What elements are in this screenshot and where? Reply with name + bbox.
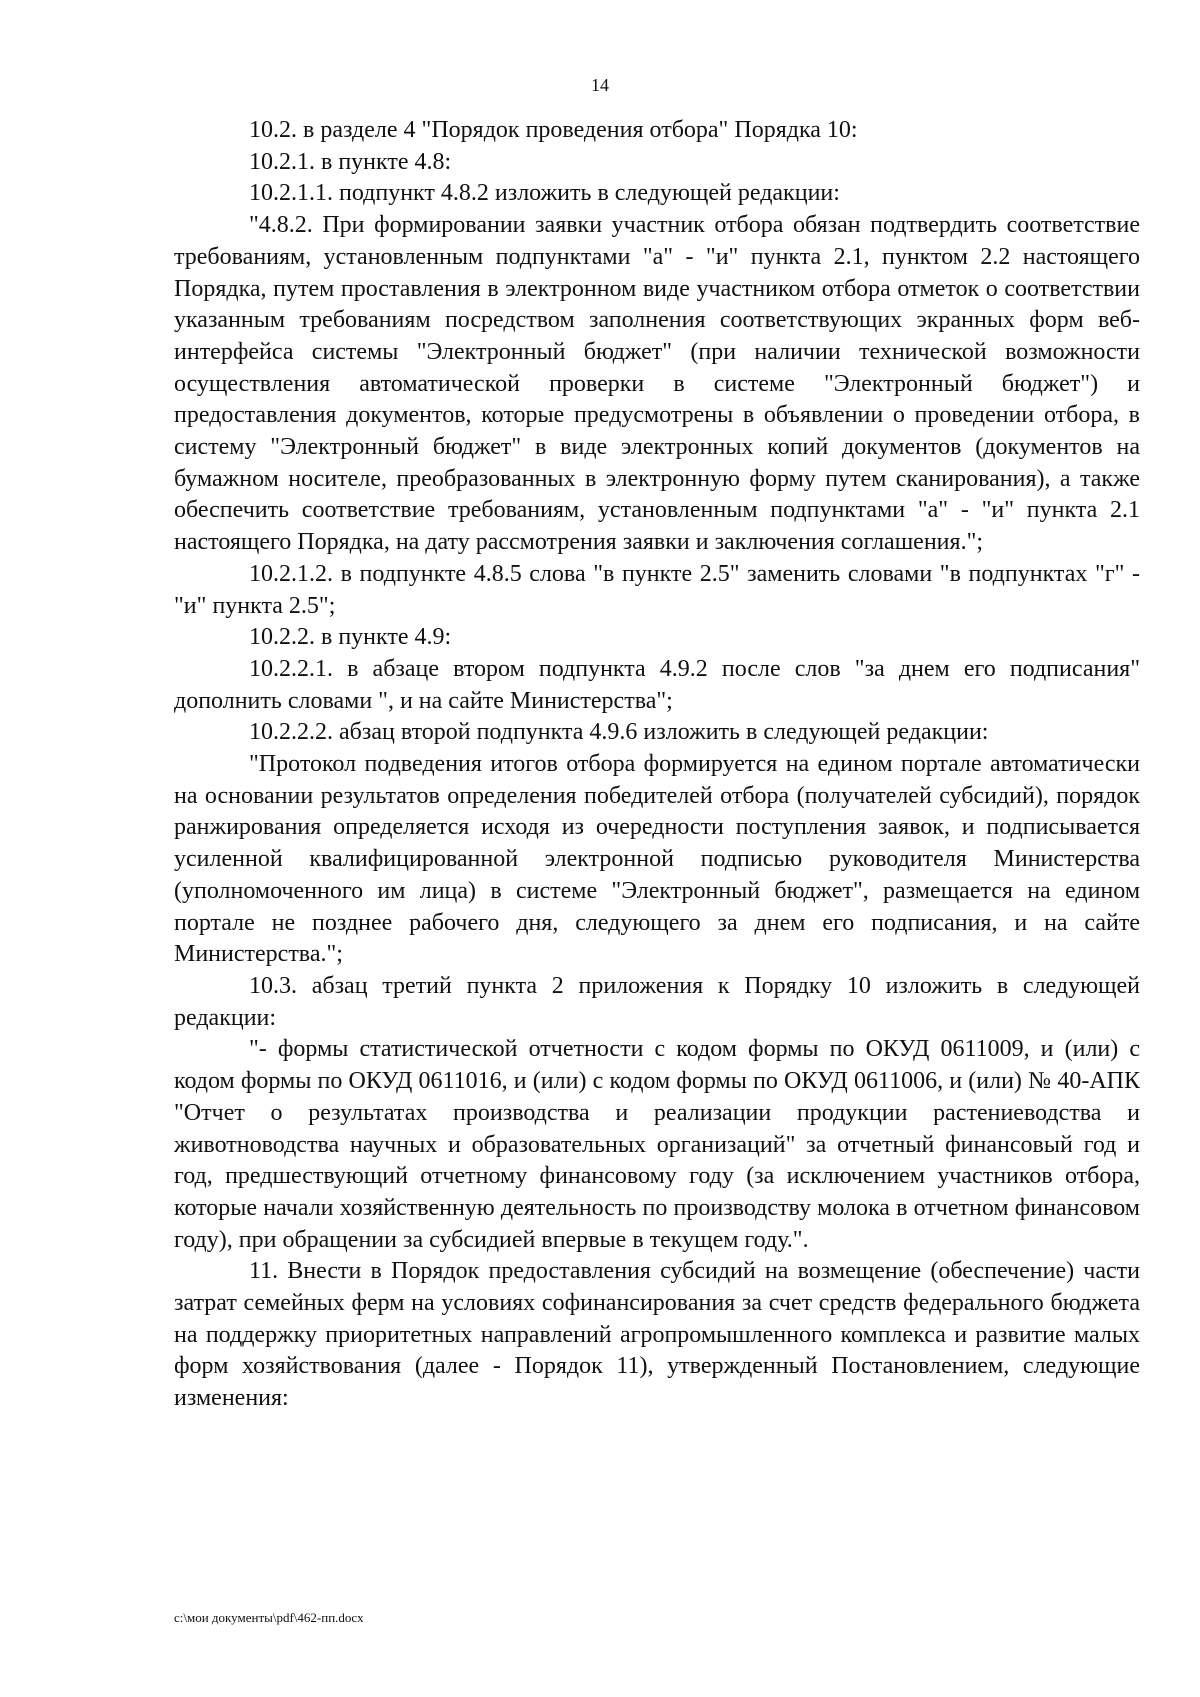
paragraph-10-2-1: 10.2.1. в пункте 4.8: — [249, 148, 452, 175]
paragraph-10-2-2-2: 10.2.2.2. абзац второй подпункта 4.9.6 изложить в следующей редакции: — [249, 719, 989, 746]
paragraph-statistics-quote: "- формы статистической отчетности с кодом формы по ОКУД 0611009, и (или) с кодом формы по ОКУД 0611016, и (или) с кодом формы по ОКУД 0611006, и (или) № 40-АПК "Отчет о результатах производства и реализации продукции растениеводства и животноводства научных и образовательных организаций" за отчетный финансовый год и год, предшествующий отчетному финансовому году (за исключением участников отбора, которые начали хозяйственную деятельность по производству молока в отчетном финансовом году), при обращении за субсидией впервые в текущем году.". — [174, 1036, 1140, 1253]
paragraph-10-3: 10.3. абзац третий пункта 2 приложения к Порядку 10 изложить в следующей редакции: — [174, 972, 1140, 1031]
paragraph-10-2-2: 10.2.2. в пункте 4.9: — [249, 624, 452, 651]
document-body — [174, 115, 1140, 1415]
paragraph-10-2-2-1: 10.2.2.1. в абзаце втором подпункта 4.9.2 после слов "за днем его подписания" дополнить словами ", и на сайте Министерства"; — [174, 655, 1140, 714]
paragraph-10-2-1-1: 10.2.1.1. подпункт 4.8.2 изложить в следующей редакции: — [249, 180, 840, 207]
footer-file-path: c:\мои документы\pdf\462-пп.docx — [174, 1610, 364, 1625]
paragraph-protocol-quote: "Протокол подведения итогов отбора формируется на едином портале автоматически на основании результатов определения победителей отбора (получателей субсидий), порядок ранжирования определяется исходя из очередности поступления заявок, и подписывается усиленной квалифицированной электронной подписью руководителя Министерства (уполномоченного им лица) в системе "Электронный бюджет", размещается на едином портале не позднее рабочего дня, следующего за днем его подписания, и на сайте Министерства."; — [174, 751, 1140, 968]
paragraph-11: 11. Внести в Порядок предоставления субсидий на возмещение (обеспечение) части затрат семейных ферм на условиях софинансирования за счет средств федерального бюджета на поддержку приоритетных направлений агропромышленного комплекса и развитие малых форм хозяйствования (далее - Порядок 11), утвержденный Постановлением, следующие изменения: — [174, 1258, 1140, 1412]
paragraph-10-2: 10.2. в разделе 4 "Порядок проведения отбора" Порядка 10: — [249, 117, 858, 143]
paragraph-10-2-1-2: 10.2.1.2. в подпункте 4.8.5 слова "в пункте 2.5" заменить словами "в подпунктах "г" - "и" пункта 2.5"; — [174, 560, 1140, 619]
page-number: 14 — [591, 75, 609, 95]
paragraph-4-8-2-quote: "4.8.2. При формировании заявки участник отбора обязан подтвердить соответствие требованиям, установленным подпунктами "а" - "и" пункта 2.1, пунктом 2.2 настоящего Порядка, путем проставления в электронном виде участником отбора отметок о соответствии указанным требованиям посредством заполнения соответствующих экранных форм веб-интерфейса системы "Электронный бюджет" (при наличии технической возможности осуществления автоматической проверки в системе "Электронный бюджет") и предоставления документов, которые предусмотрены в объявлении о проведении отбора, в систему "Электронный бюджет" в виде электронных копий документов (документов на бумажном носителе, преобразованных в электронную форму путем сканирования), а также обеспечить соответствие требованиям, установленным подпунктами "а" - "и" пункта 2.1 настоящего Порядка, на дату рассмотрения заявки и заключения соглашения."; — [174, 212, 1140, 556]
